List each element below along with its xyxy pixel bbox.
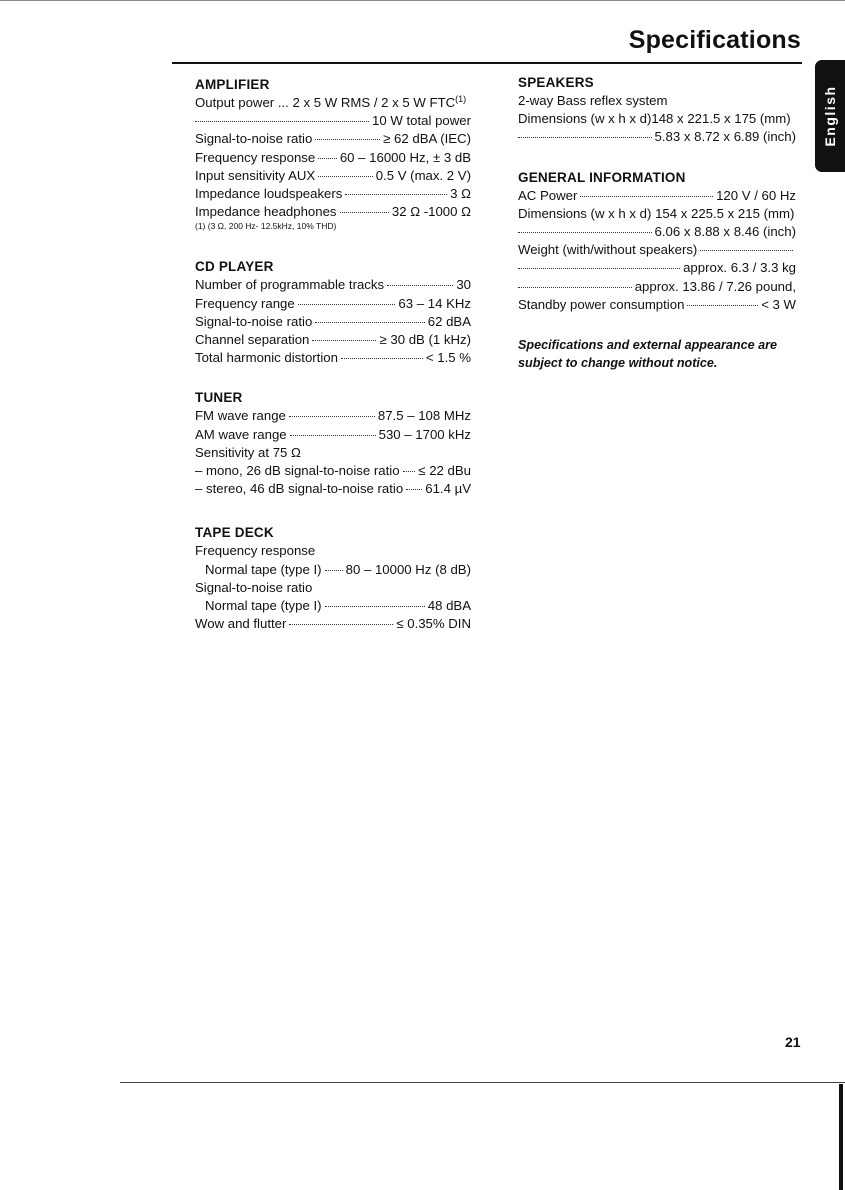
tape-frequency-normal-row: Normal tape (type I) 80 – 10000 Hz (8 dB): [205, 561, 471, 577]
amplifier-impedance-headphones-row: Impedance headphones 32 Ω -1000 Ω: [195, 204, 471, 220]
tuner-mono-row: – mono, 26 dB signal-to-noise ratio ≤ 22 dBu: [195, 463, 471, 479]
tape-frequency-label: Frequency response: [195, 543, 316, 559]
amplifier-frequency-row: Frequency response 60 – 16000 Hz, ± 3 dB: [195, 149, 471, 165]
cd-thd-row: Total harmonic distortion < 1.5 %: [195, 350, 471, 366]
tuner-fm-row: FM wave range 87.5 – 108 MHz: [195, 408, 471, 424]
left-column: [195, 76, 471, 633]
bottom-divider: [120, 1082, 845, 1083]
amplifier-total-power-row: 10 W total power: [195, 112, 471, 130]
speakers-system: 2-way Bass reflex system: [518, 93, 668, 108]
cd-snr-row: Signal-to-noise ratio 62 dBA: [195, 313, 471, 329]
general-dimensions-row: Dimensions (w x h x d) 154 x 225.5 x 215 (mm): [518, 205, 795, 221]
tuner-sensitivity-label: Sensitivity at 75 Ω: [195, 444, 301, 460]
tape-wow-row: Wow and flutter ≤ 0.35% DIN: [195, 616, 471, 632]
general-ac-row: AC Power 120 V / 60 Hz: [518, 187, 796, 203]
cd-separation-row: Channel separation ≥ 30 dB (1 kHz): [195, 332, 471, 348]
title-divider: [172, 62, 802, 64]
general-weight-row: Weight (with/without speakers): [518, 241, 796, 259]
amplifier-output-power: Output power ... 2 x 5 W RMS / 2 x 5 W FTC$^{(1)}$: [195, 94, 467, 110]
tape-snr-label: Signal-to-noise ratio: [195, 579, 313, 595]
tuner-heading: TUNER: [195, 390, 243, 406]
cd-range-row: Frequency range 63 – 14 KHz: [195, 295, 471, 311]
cd-tracks-row: Number of programmable tracks 30: [195, 277, 471, 293]
amplifier-footnote: (1) (3 Ω, 200 Hz- 12.5kHz, 10% THD): [195, 221, 337, 232]
tape-snr-normal-row: Normal tape (type I) 48 dBA: [205, 598, 471, 614]
tuner-stereo-row: – stereo, 46 dB signal-to-noise ratio 61.4 µV: [195, 481, 471, 497]
amplifier-impedance-loudspeakers-row: Impedance loudspeakers 3 Ω: [195, 186, 471, 202]
tuner-am-row: AM wave range 530 – 1700 kHz: [195, 426, 471, 442]
language-tab: [815, 60, 845, 172]
speakers-dimensions-row: Dimensions (w x h x d) 148 x 221.5 x 175 (mm): [518, 111, 791, 127]
amplifier-input-row: Input sensitivity AUX 0.5 V (max. 2 V): [195, 167, 471, 183]
language-tab-label: English: [822, 85, 838, 147]
general-weight-kg-row: approx. 6.3 / 3.3 kg: [518, 259, 796, 277]
speakers-heading: SPEAKERS: [518, 75, 594, 90]
page-number: 21: [785, 1034, 801, 1050]
general-heading: GENERAL INFORMATION: [518, 169, 686, 185]
amplifier-snr-row: Signal-to-noise ratio ≥ 62 dBA (IEC): [195, 131, 471, 147]
tape-deck-heading: TAPE DECK: [195, 525, 274, 541]
change-notice: Specifications and external appearance are subject to change without notice.: [518, 338, 777, 371]
general-standby-row: Standby power consumption < 3 W: [518, 296, 796, 312]
page-title: Specifications: [628, 26, 801, 54]
scan-right-edge: [839, 1084, 843, 1190]
speakers-dimensions-inch-row: 5.83 x 8.72 x 6.89 (inch): [518, 128, 796, 146]
general-dimensions-inch-row: 6.06 x 8.88 x 8.46 (inch): [518, 223, 796, 241]
scan-top-edge: [0, 0, 845, 1]
right-column: [518, 74, 796, 372]
general-weight-lb-row: approx. 13.86 / 7.26 pound,: [518, 278, 796, 296]
cd-player-heading: CD PLAYER: [195, 259, 274, 275]
amplifier-heading: AMPLIFIER: [195, 77, 270, 92]
